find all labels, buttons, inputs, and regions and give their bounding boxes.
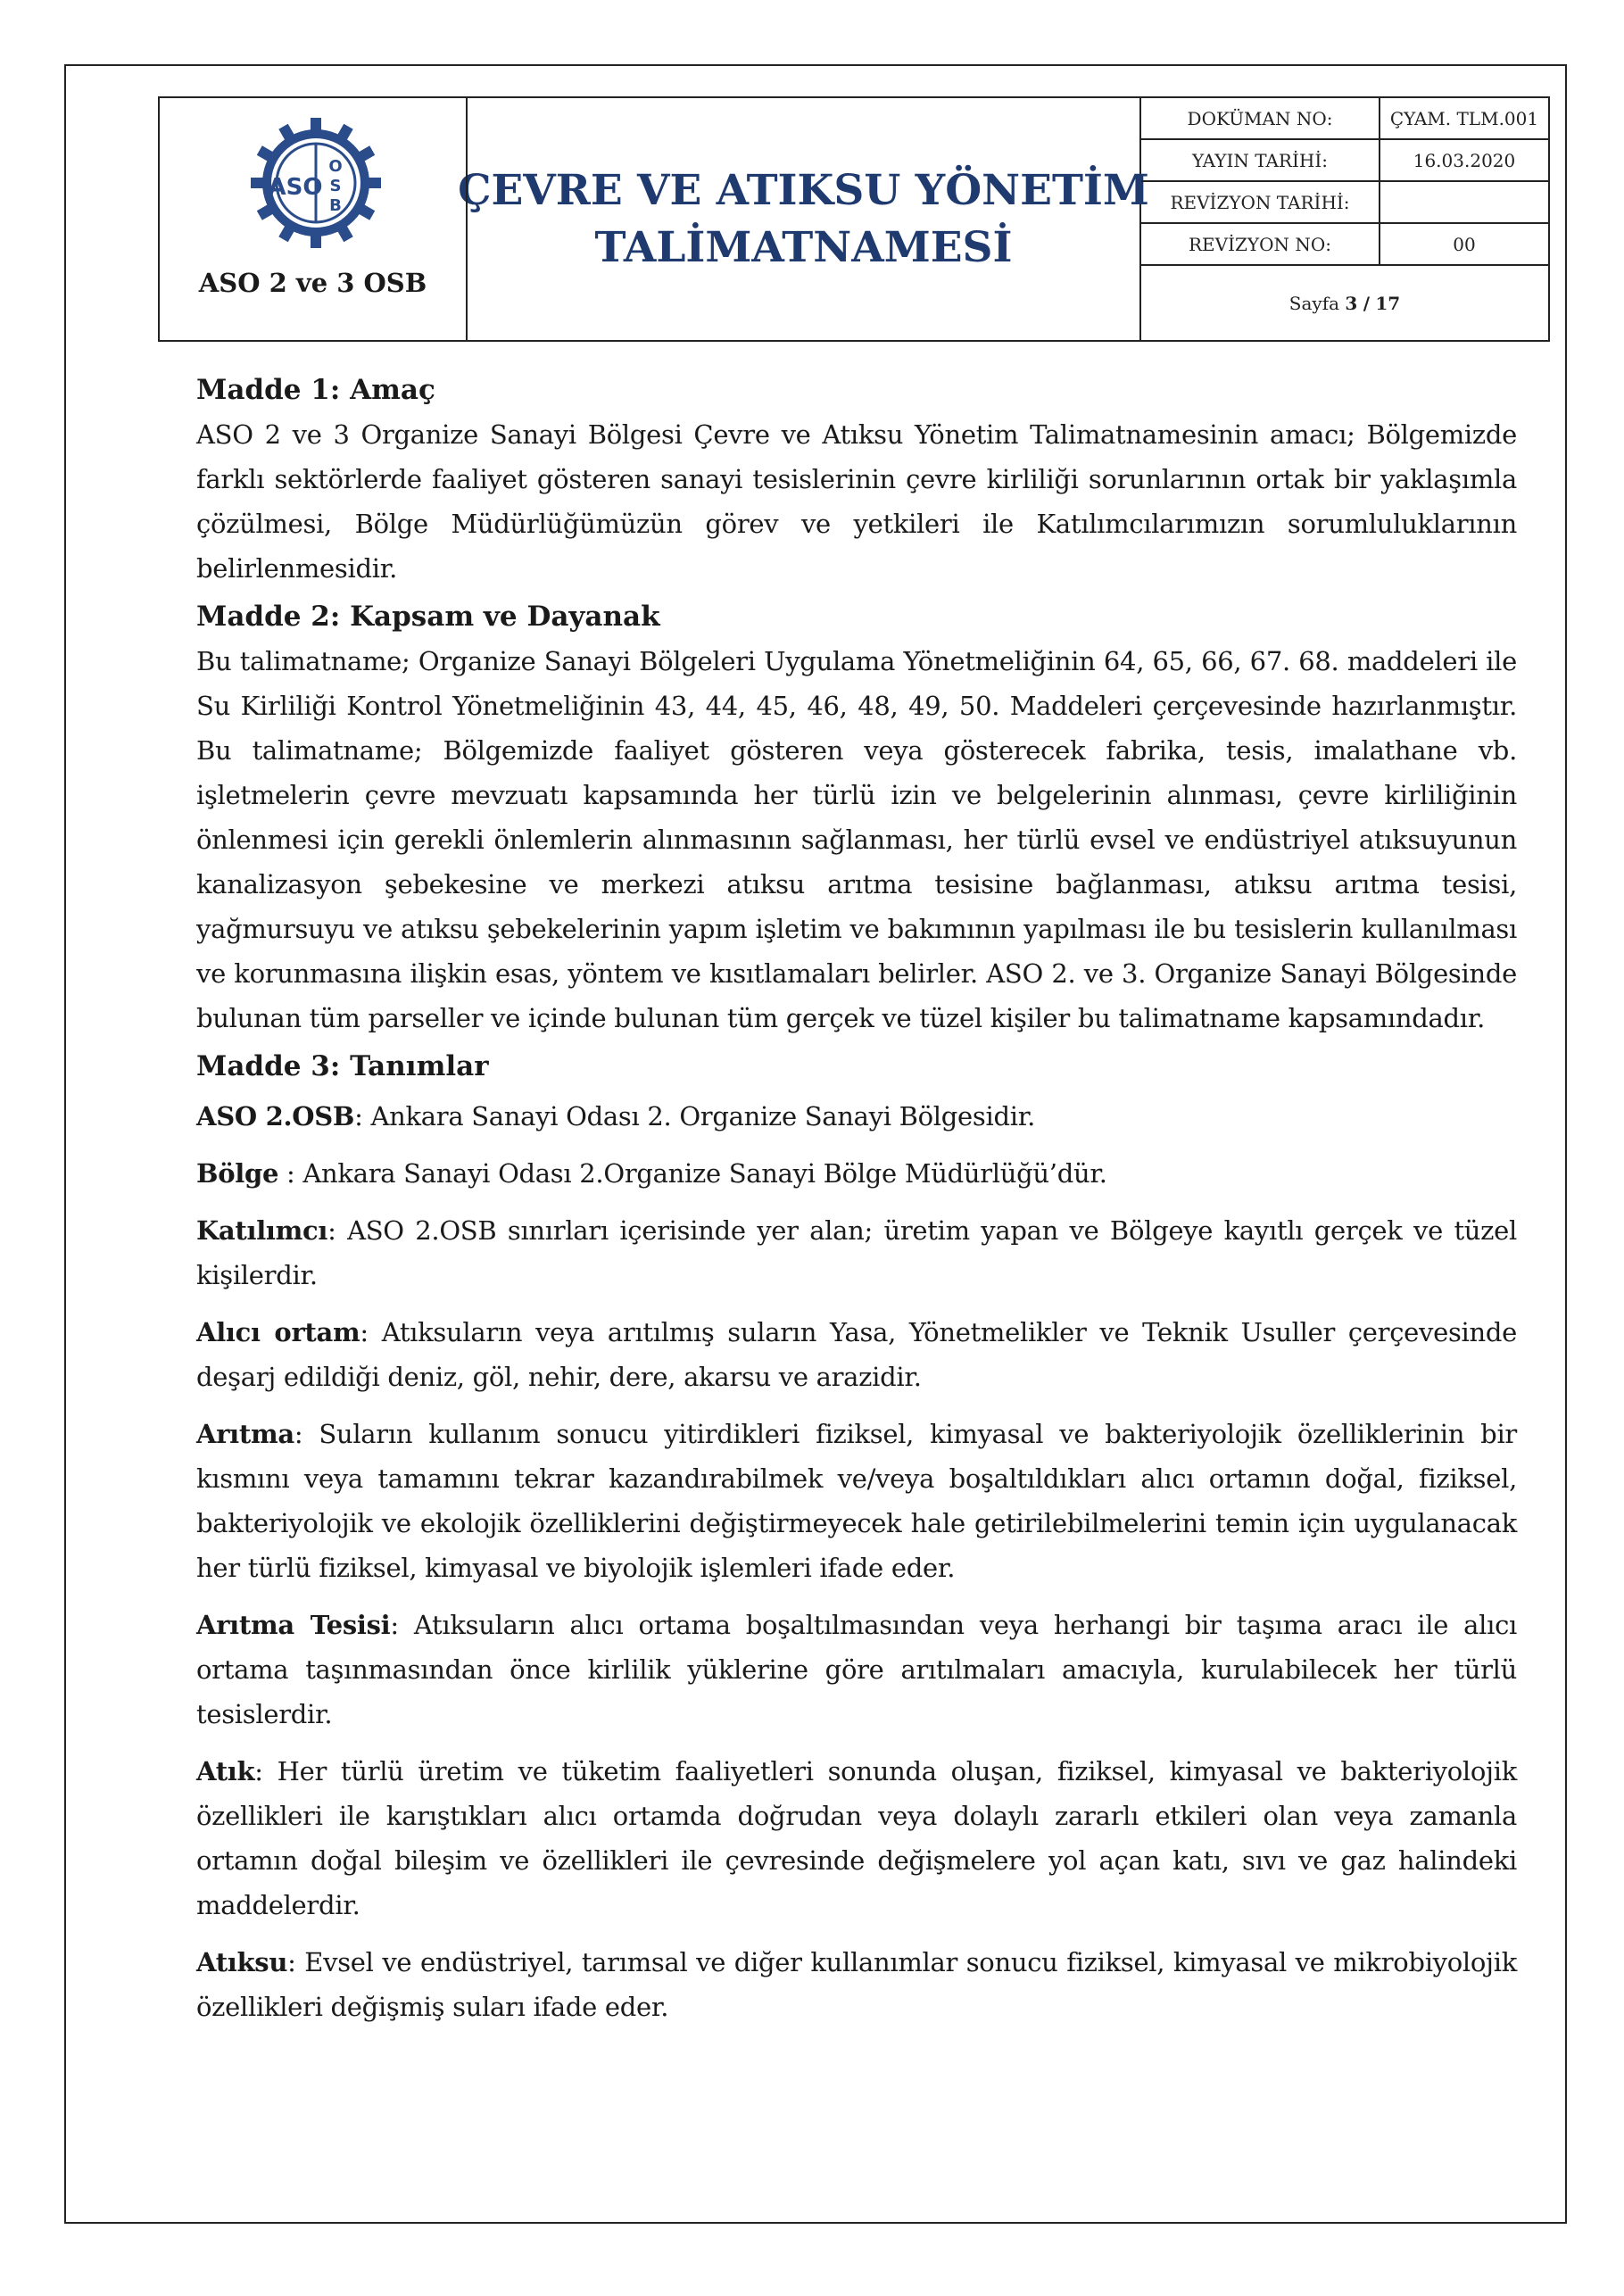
definition-text: : Her türlü üretim ve tüketim faaliyetleri sonunda oluşan, fiziksel, kimyasal ve bakteriyolojik özellikleri ile karıştıkları alıcı ortamda doğrudan veya dolaylı zararlı etkileri olan veya zamanla ortamın doğal bileşim ve özellikleri ile çevresinde değişmelere yol açan katı, sıvı ve gaz halindeki maddelerdir. (196, 1756, 1517, 1920)
meta-value (1380, 182, 1548, 222)
section-heading-madde-1: Madde 1: Amaç (196, 374, 435, 406)
definition-term: ASO 2.OSB (196, 1101, 355, 1131)
meta-value: ÇYAM. TLM.001 (1389, 107, 1539, 129)
page-current: 3 (1345, 292, 1358, 314)
definition-term: Arıtma Tesisi (196, 1610, 391, 1640)
section-heading-madde-2: Madde 2: Kapsam ve Dayanak (196, 601, 660, 633)
org-name: ASO 2 ve 3 OSB (198, 268, 427, 298)
definition-text: : Evsel ve endüstriyel, tarımsal ve diğer kullanımlar sonucu fiziksel, kimyasal ve mikrobiyolojik özellikleri değişmiş suları ifade eder. (196, 1947, 1517, 2022)
logo-cell (160, 98, 468, 340)
meta-label: REVİZYON NO: (1141, 224, 1380, 264)
definition-term: Katılımcı (196, 1215, 328, 1246)
definition-atik (196, 1749, 1517, 1927)
svg-text:O: O (328, 157, 343, 176)
definition-term: Atıksu (196, 1947, 288, 1977)
definition-term: Atık (196, 1756, 255, 1786)
meta-row-revision-date (1141, 182, 1548, 224)
document-meta-table (1141, 98, 1548, 340)
definition-atiksu (196, 1940, 1517, 2029)
svg-text:S: S (329, 177, 342, 195)
definition-term: Arıtma (196, 1419, 294, 1449)
meta-value: 00 (1453, 233, 1476, 255)
definition-aritma (196, 1412, 1517, 1590)
definition-text: : Atıksuların alıcı ortama boşaltılmasından veya herhangi bir taşıma aracı ile alıcı ortama taşınmasından önce kirlilik yüklerine göre arıtılmaları amacıyla, kurulabilecek her türlü tesislerdir. (196, 1610, 1517, 1729)
definition-text: : Ankara Sanayi Odası 2. Organize Sanayi Bölgesidir. (354, 1101, 1035, 1131)
definition-text: : ASO 2.OSB sınırları içerisinde yer alan; üretim yapan ve Bölgeye kayıtlı gerçek ve tüzel kişilerdir. (196, 1215, 1517, 1290)
svg-text:ASO: ASO (268, 174, 323, 201)
definition-text: : Ankara Sanayi Odası 2.Organize Sanayi Bölge Müdürlüğü’dür. (278, 1158, 1107, 1189)
definition-alici-ortam (196, 1310, 1517, 1399)
section-text-madde-1: ASO 2 ve 3 Organize Sanayi Bölgesi Çevre ve Atıksu Yönetim Talimatnamesinin amacı; Bölgemizde farklı sektörlerde faaliyet gösteren sanayi tesislerinin çevre kirliliği sorunlarının ortak bir yaklaşımla çözülmesi, Bölge Müdürlüğümüzün görev ve yetkileri ile Katılımcılarımızın sorumluluklarının belirlenmesidir. (196, 419, 1517, 584)
definition-aso-osb (196, 1094, 1517, 1139)
meta-row-doc-no (1141, 98, 1548, 140)
meta-value: 16.03.2020 (1413, 149, 1516, 171)
svg-text:B: B (329, 196, 342, 215)
title-line-1: ÇEVRE VE ATIKSU YÖNETİM (458, 165, 1149, 215)
document-body (196, 368, 1517, 2042)
page-label: Sayfa (1288, 292, 1340, 314)
definition-katilimci (196, 1208, 1517, 1297)
meta-label: REVİZYON TARİHİ: (1141, 182, 1380, 222)
definition-bolge (196, 1151, 1517, 1196)
meta-row-revision-no (1141, 224, 1548, 266)
section-text-madde-2: Bu talimatname; Organize Sanayi Bölgeleri Uygulama Yönetmeliğinin 64, 65, 66, 67. 68. maddeleri ile Su Kirliliği Kontrol Yönetmeliğinin 43, 44, 45, 46, 48, 49, 50. Maddeleri çerçevesinde hazırlanmıştır. Bu talimatname; Bölgemizde faaliyet gösteren veya gösterecek fabrika, tesis, imalathane vb. işletmelerin çevre mevzuatı kapsamında her türlü izin ve belgelerinin alınması, çevre kirliliğinin önlenmesi için gerekli önlemlerin alınmasının sağlanması, her türlü evsel ve endüstriyel atıksuyunun kanalizasyon şebekesine ve merkezi atıksu arıtma tesisine bağlanması, atıksu arıtma tesisi, yağmursuyu ve atıksu şebekelerinin yapım işletim ve bakımının yapılması ile bu tesislerin kullanılması ve korunmasına ilişkin esas, yöntem ve kısıtlamaları belirler. ASO 2. ve 3. Organize Sanayi Bölgesinde bulunan tüm parseller ve içinde bulunan tüm gerçek ve tüzel kişiler bu talimatname kapsamındadır. (196, 646, 1517, 1033)
definition-text: : Suların kullanım sonucu yitirdikleri fiziksel, kimyasal ve bakteriyolojik özelliklerinin bir kısmını veya tamamını tekrar kazandırabilmek ve/veya boşaltıldıkları alıcı ortamın doğal, fiziksel, bakteriyolojik ve ekolojik özelliklerini değiştirmeyecek hale getirilebilmelerini temin için uygulanacak her türlü fiziksel, kimyasal ve biyolojik işlemleri ifade eder. (196, 1419, 1517, 1583)
document-title (458, 98, 1149, 340)
aso-osb-logo (249, 116, 383, 250)
meta-row-publish-date (1141, 140, 1548, 182)
meta-label: DOKÜMAN NO: (1141, 98, 1380, 138)
page-separator: / (1363, 292, 1370, 314)
document-header (158, 96, 1550, 342)
page-total: 17 (1375, 292, 1401, 314)
meta-label: YAYIN TARİHİ: (1141, 140, 1380, 180)
definition-term: Bölge (196, 1158, 279, 1189)
definition-text: : Atıksuların veya arıtılmış suların Yasa, Yönetmelikler ve Teknik Usuller çerçevesinde deşarj edildiği deniz, göl, nehir, dere, akarsu ve arazidir. (196, 1317, 1518, 1392)
title-line-2: TALİMATNAMESİ (594, 222, 1013, 272)
section-heading-madde-3: Madde 3: Tanımlar (196, 1050, 489, 1082)
definition-term: Alıcı ortam (196, 1317, 360, 1347)
page-number (1141, 266, 1548, 340)
definition-aritma-tesisi (196, 1603, 1517, 1737)
